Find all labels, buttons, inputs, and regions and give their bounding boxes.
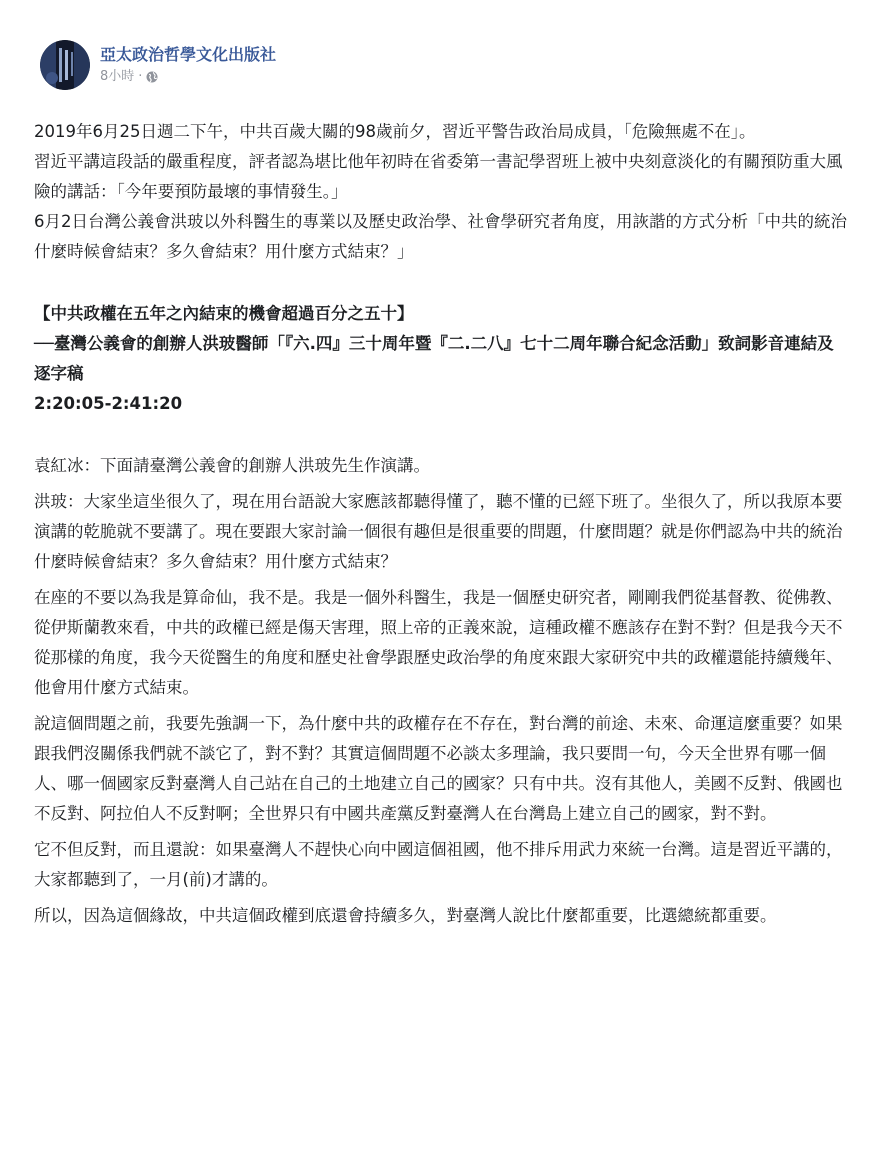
article-subheadline: ──臺灣公義會的創辦人洪玻醫師「『六.四』三十周年暨『二.二八』七十二周年聯合紀念活動」致詞影音連結及逐字稿 (34, 334, 834, 383)
transcript-paragraph: 說這個問題之前，我要先強調一下，為什麼中共的政權存在不存在，對台灣的前途、未來、命運這麼重要？如果跟我們沒關係我們就不談它了，對不對？其實這個問題不必談太多理論，我只要問一句，今天全世界有哪一個人、哪一個國家反對臺灣人自己站在自己的土地建立自己的國家？只有中共。沒有其他人，美國不反對、俄國也不反對、阿拉伯人不反對啊；全世界只有中國共產黨反對臺灣人在台灣島上建立自己的國家，對不對。 (34, 714, 843, 823)
video-timecode: 2:20:05-2:41:20 (34, 394, 183, 413)
meta-separator: · (138, 69, 143, 84)
transcript-paragraph: 袁紅冰：下面請臺灣公義會的創辦人洪玻先生作演講。 (34, 456, 430, 475)
intro-paragraph: 2019年6月25日週二下午，中共百歲大關的98歲前夕，習近平警告政治局成員，「危險無處不在」。 (34, 122, 756, 141)
transcript-paragraph: 所以，因為這個緣故，中共這個政權到底還會持續多久，對臺灣人說比什麼都重要，比選總統都重要。 (34, 906, 777, 925)
page-avatar[interactable] (40, 40, 90, 90)
spacer (34, 267, 849, 299)
article-headline: 【中共政權在五年之內結束的機會超過百分之五十】 (34, 304, 414, 323)
transcript-paragraph: 洪玻：大家坐這坐很久了，現在用台語說大家應該都聽得懂了，聽不懂的已經下班了。坐很久了，所以我原本要演講的乾脆就不要講了。現在要跟大家討論一個很有趣但是很重要的問題，什麼問題？就是你們認為中共的統治什麼時候會結束？多久會結束？用什麼方式結束？ (34, 492, 843, 571)
post-meta (100, 68, 276, 86)
post-header (40, 40, 276, 90)
intro-paragraph: 6月2日台灣公義會洪玻以外科醫生的專業以及歷史政治學、社會學研究者角度，用詼諧的方式分析「中共的統治什麼時候會結束？多久會結束？用什麼方式結束？」 (34, 212, 847, 261)
globe-icon[interactable] (146, 71, 158, 83)
spacer (34, 419, 849, 451)
transcript-paragraph: 在座的不要以為我是算命仙，我不是。我是一個外科醫生，我是一個歷史研究者，剛剛我們從基督教、從佛教、從伊斯蘭教來看，中共的政權已經是傷天害理，照上帝的正義來說，這種政權不應該存在對不對？但是我今天不從那樣的角度，我今天從醫生的角度和歷史社會學跟歷史政治學的角度來跟大家研究中共的政權還能持續幾年、他會用什麼方式結束。 (34, 588, 843, 697)
header-text (100, 44, 276, 86)
post-body (34, 117, 849, 931)
page-name-link[interactable]: 亞太政治哲學文化出版社 (100, 45, 277, 64)
transcript-paragraph: 它不但反對，而且還說：如果臺灣人不趕快心向中國這個祖國，他不排斥用武力來統一台灣。這是習近平講的，大家都聽到了，一月(前)才講的。 (34, 840, 843, 889)
post-timestamp[interactable]: 8小時 (100, 69, 135, 84)
intro-paragraph: 習近平講這段話的嚴重程度，評者認為堪比他年初時在省委第一書記學習班上被中央刻意淡化的有關預防重大風險的講話：「今年要預防最壞的事情發生。」 (34, 152, 843, 201)
